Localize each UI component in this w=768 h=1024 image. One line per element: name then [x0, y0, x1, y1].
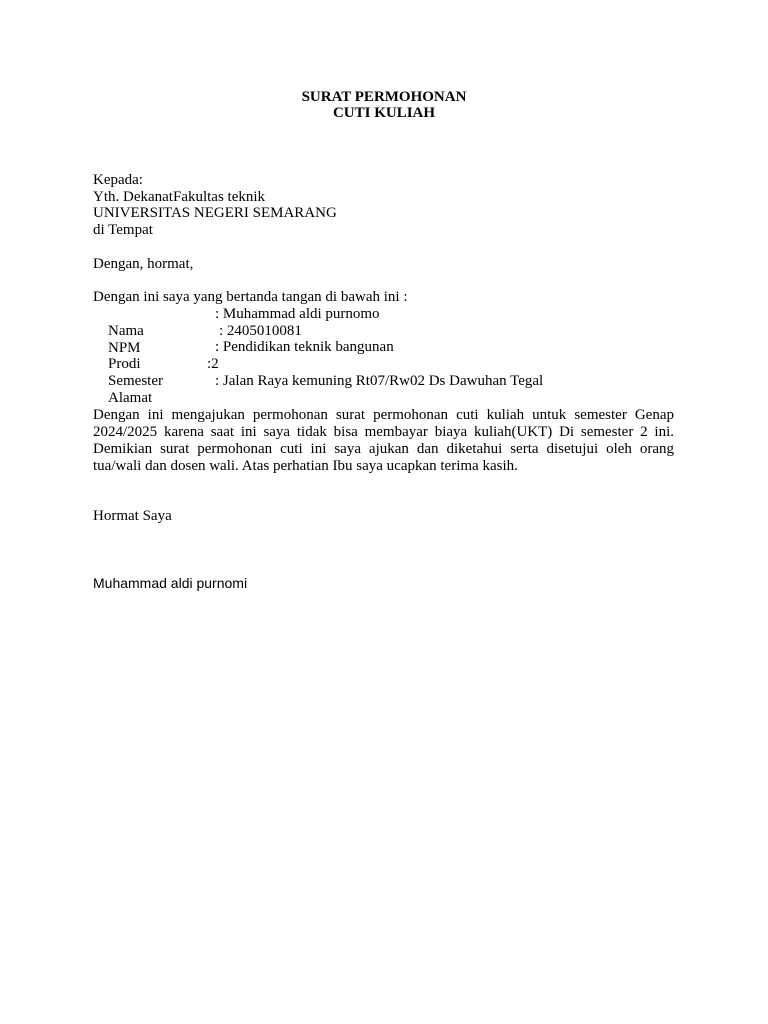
field-label-prodi: Prodi: [108, 356, 141, 372]
signature-name: Muhammad aldi purnomi: [93, 575, 248, 591]
closing-text: Hormat Saya: [93, 508, 172, 524]
letter-title-line1: SURAT PERMOHONAN: [301, 89, 467, 105]
recipient-institution: UNIVERSITAS NEGERI SEMARANG: [93, 205, 337, 221]
greeting: Dengan, hormat,: [93, 256, 194, 272]
recipient-heading: Kepada:: [93, 172, 143, 188]
field-label-npm: NPM: [108, 340, 141, 356]
body-paragraph: Dengan ini mengajukan permohonan surat permohonan cuti kuliah untuk semester Genap 2024/2025 karena saat ini saya tidak bisa membayar biaya kuliah(UKT) Di semester 2 ini. Demikian surat permohonan cuti ini saya ajukan dan diketahui serta disetujui oleh orang tua/wali dan dosen wali. Atas perhatian Ibu saya ucapkan terima kasih.: [93, 407, 674, 474]
field-label-alamat: Alamat: [108, 390, 153, 406]
intro-text: Dengan ini saya yang bertanda tangan di bawah ini :: [93, 289, 408, 305]
recipient-place: di Tempat: [93, 222, 153, 238]
letter-title-line2: CUTI KULIAH: [332, 105, 436, 121]
field-value-semester: :2: [207, 356, 219, 372]
field-value-npm: : 2405010081: [219, 323, 302, 339]
field-value-alamat: : Jalan Raya kemuning Rt07/Rw02 Ds Dawuhan Tegal: [215, 373, 544, 389]
recipient-addressee: Yth. DekanatFakultas teknik: [93, 189, 266, 205]
field-label-nama: Nama: [108, 323, 144, 339]
field-value-prodi: : Pendidikan teknik bangunan: [215, 339, 394, 355]
field-value-nama: : Muhammad aldi purnomo: [215, 306, 380, 322]
field-label-semester: Semester: [108, 373, 163, 389]
